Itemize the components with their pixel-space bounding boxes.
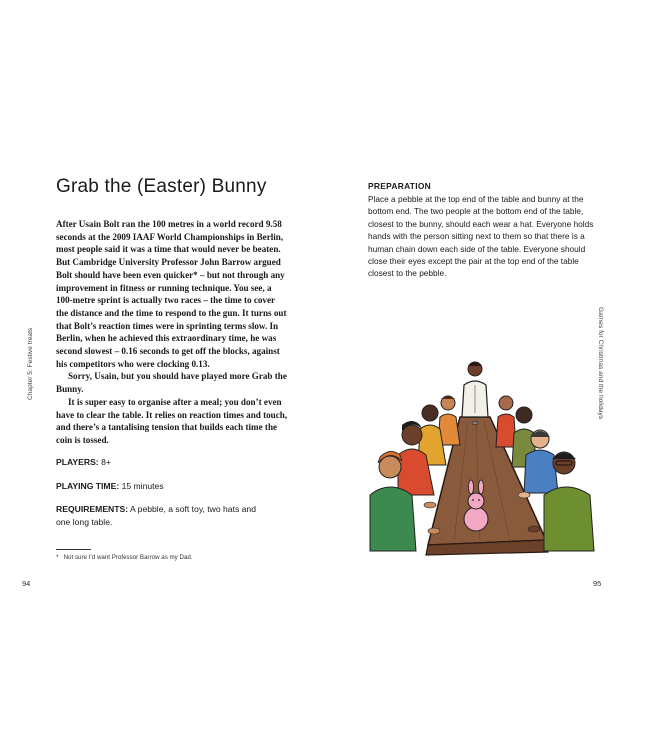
running-head-right: Games for Christmas and the holidays bbox=[597, 307, 604, 420]
intro-text bbox=[56, 218, 288, 447]
preparation-text: Place a pebble at the top end of the table and bunny at the bottom end. The two people at the bottom end of the table, closest to the bunny, should each wear a hat. Everyone holds hands with the person sitting next to them so that there is a human chain down each side of the table. Everyone should close their eyes except the pair at the top end of the table closest to the pebble. bbox=[368, 194, 594, 279]
page-title: Grab the (Easter) Bunny bbox=[56, 176, 267, 197]
page-number-right: 95 bbox=[593, 579, 602, 588]
intro-paragraph: It is super easy to organise after a meal; you don’t even have to clear the table. It relies on reaction times and touch, and there’s a tantalising tension that builds each time the coin is tossed. bbox=[56, 396, 288, 445]
footnote bbox=[56, 554, 193, 561]
page-number-left: 94 bbox=[22, 579, 31, 588]
person-head-of-table bbox=[462, 362, 488, 417]
requirements-value: A pebble, a soft toy, two hats and one long table. bbox=[56, 504, 256, 527]
pebble bbox=[472, 421, 478, 425]
intro-paragraph: Sorry, Usain, but you should have played more Grab the Bunny. bbox=[56, 371, 287, 395]
person-right-1 bbox=[496, 396, 516, 447]
playing-time-label: PLAYING TIME: bbox=[56, 481, 120, 491]
requirements-label: REQUIREMENTS: bbox=[56, 504, 129, 514]
players-value: 8+ bbox=[101, 457, 111, 467]
players-label: PLAYERS: bbox=[56, 457, 99, 467]
footnote-marker: * bbox=[56, 554, 59, 561]
playing-time-value: 15 minutes bbox=[121, 481, 164, 491]
preparation-heading: PREPARATION bbox=[368, 181, 432, 191]
running-head-left: Chapter 5: Festive treats bbox=[27, 327, 34, 400]
footnote-text: Not sure I’d want Professor Barrow as my Dad. bbox=[63, 554, 193, 561]
intro-paragraph: After Usain Bolt ran the 100 metres in a world record 9.58 seconds at the 2009 IAAF World Championships in Berlin, most people said it was a time that would never be beaten. But Cambridge University Professor John Barrow argued Bolt should have been even quicker* – but not through any improvement in fitness or running technique. You see, a 100-metre sprint is actually two races – the time to cover the distance and the time to respond to the gun. It turns out that Bolt’s reaction times were in sprinting terms slow. In Berlin, when he achieved this extraordinary time, he was second slowest – 0.16 seconds to get off the blocks, against his competitors who were clocking 0.13. bbox=[56, 219, 287, 369]
footnote-rule bbox=[56, 549, 91, 550]
table-illustration bbox=[368, 355, 598, 560]
playing-time-info bbox=[56, 480, 256, 493]
players-info bbox=[56, 456, 256, 469]
requirements-info bbox=[56, 503, 256, 528]
